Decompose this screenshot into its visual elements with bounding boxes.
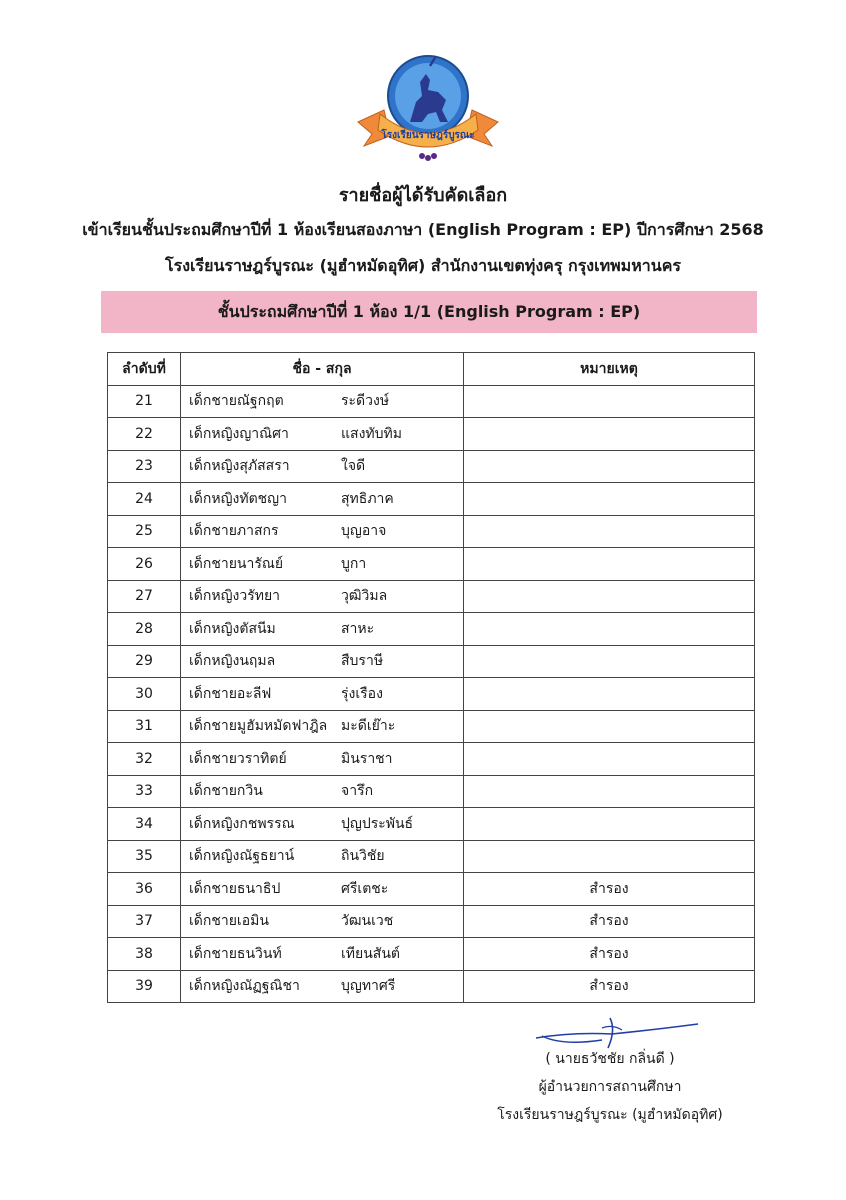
table-body [108, 385, 755, 1003]
row-remark [464, 645, 755, 678]
row-no: 28 [108, 613, 181, 646]
page-subtitle: เข้าเรียนชั้นประถมศึกษาปีที่ 1 ห้องเรียนสองภาษา (English Program : EP) ปีการศึกษา 2568 [82, 220, 764, 239]
row-no: 29 [108, 645, 181, 678]
first-name: เด็กหญิงญาณิศา [189, 425, 289, 442]
table-row [108, 515, 755, 548]
signature-icon [532, 1014, 702, 1050]
table-row [108, 548, 755, 581]
first-name: เด็กชายอะลีฟ [189, 685, 272, 702]
table-row [108, 385, 755, 418]
row-no: 34 [108, 808, 181, 841]
row-no: 24 [108, 483, 181, 516]
table-row [108, 938, 755, 971]
last-name: จารึก [341, 783, 374, 800]
row-no: 37 [108, 905, 181, 938]
last-name: วุฒิวิมล [341, 588, 388, 605]
table-row [108, 743, 755, 776]
row-remark: สำรอง [464, 905, 755, 938]
row-name [181, 808, 464, 841]
row-no: 33 [108, 775, 181, 808]
last-name: สุทธิภาค [341, 490, 394, 507]
table-row [108, 710, 755, 743]
row-remark [464, 775, 755, 808]
class-banner: ชั้นประถมศึกษาปีที่ 1 ห้อง 1/1 (English Program : EP) [101, 291, 757, 333]
last-name: สาหะ [341, 620, 375, 637]
first-name: เด็กหญิงณัฏฐณิชา [189, 978, 300, 995]
last-name: บุญอาจ [341, 523, 387, 540]
first-name: เด็กหญิงณัฐธยาน์ [189, 848, 295, 865]
signer-name: ( นายธวัชชัย กลิ่นดี ) [545, 1051, 675, 1067]
row-remark [464, 580, 755, 613]
row-name [181, 645, 464, 678]
row-no: 32 [108, 743, 181, 776]
row-remark [464, 840, 755, 873]
last-name: ปุญประพันธ์ [341, 815, 414, 832]
table-row [108, 645, 755, 678]
row-name [181, 970, 464, 1003]
row-no: 35 [108, 840, 181, 873]
row-name [181, 548, 464, 581]
last-name: บุญทาศรี [341, 978, 396, 995]
first-name: เด็กชายวราทิตย์ [189, 750, 287, 767]
row-name [181, 678, 464, 711]
row-name [181, 613, 464, 646]
last-name: ใจดี [341, 458, 366, 475]
table-row [108, 808, 755, 841]
row-name [181, 905, 464, 938]
row-no: 30 [108, 678, 181, 711]
first-name: เด็กชายกวิน [189, 783, 263, 800]
table-row [108, 450, 755, 483]
row-remark [464, 743, 755, 776]
row-remark: สำรอง [464, 873, 755, 906]
first-name: เด็กหญิงตัสนีม [189, 620, 276, 637]
row-no: 26 [108, 548, 181, 581]
first-name: เด็กชายภาสกร [189, 523, 279, 540]
row-name [181, 483, 464, 516]
row-no: 25 [108, 515, 181, 548]
first-name: เด็กหญิงสุภัสสรา [189, 458, 290, 475]
row-remark [464, 483, 755, 516]
header-no: ลำดับที่ [108, 353, 181, 386]
table-row [108, 580, 755, 613]
first-name: เด็กชายณัฐกฤต [189, 393, 284, 410]
first-name: เด็กหญิงกชพรรณ [189, 815, 295, 832]
student-table [107, 352, 755, 1003]
row-name [181, 873, 464, 906]
row-remark [464, 678, 755, 711]
row-no: 23 [108, 450, 181, 483]
page-title: รายชื่อผู้ได้รับคัดเลือก [338, 185, 508, 206]
first-name: เด็กหญิงทัตชญา [189, 490, 287, 507]
logo-ribbon-text: โรงเรียนราษฎร์บูรณะ [381, 130, 475, 141]
signer-position: ผู้อำนวยการสถานศึกษา [538, 1079, 682, 1095]
school-line: โรงเรียนราษฎร์บูรณะ (มูฮำหมัดอุทิศ) สำนักงานเขตทุ่งครุ กรุงเทพมหานคร [165, 256, 681, 275]
row-name [181, 580, 464, 613]
row-name [181, 938, 464, 971]
table-row [108, 775, 755, 808]
first-name: เด็กหญิงวรัทยา [189, 588, 281, 605]
header-remark: หมายเหตุ [464, 353, 755, 386]
first-name: เด็กชายธนาธิป [189, 880, 281, 897]
row-remark [464, 710, 755, 743]
header-name: ชื่อ - สกุล [181, 353, 464, 386]
table-row [108, 905, 755, 938]
last-name: สืบราษี [341, 653, 384, 670]
row-no: 36 [108, 873, 181, 906]
first-name: เด็กชายเอมิน [189, 913, 269, 930]
row-no: 21 [108, 385, 181, 418]
row-remark [464, 548, 755, 581]
row-no: 27 [108, 580, 181, 613]
row-name [181, 710, 464, 743]
row-remark [464, 808, 755, 841]
row-name [181, 385, 464, 418]
last-name: ถินวิชัย [341, 848, 385, 865]
row-remark [464, 613, 755, 646]
table-row [108, 873, 755, 906]
table-row [108, 678, 755, 711]
row-name [181, 515, 464, 548]
signer-school: โรงเรียนราษฎร์บูรณะ (มูฮำหมัดอุทิศ) [497, 1107, 723, 1123]
row-name [181, 775, 464, 808]
row-remark: สำรอง [464, 970, 755, 1003]
row-name [181, 743, 464, 776]
row-no: 22 [108, 418, 181, 451]
row-remark [464, 515, 755, 548]
row-no: 39 [108, 970, 181, 1003]
first-name: เด็กชายมูฮัมหมัดฟาฎิล [189, 718, 328, 735]
row-name [181, 418, 464, 451]
row-no: 31 [108, 710, 181, 743]
last-name: บูกา [341, 555, 367, 572]
row-remark: สำรอง [464, 938, 755, 971]
last-name: รุ่งเรือง [341, 685, 383, 702]
last-name: มะดีเย๊าะ [341, 718, 396, 735]
row-name [181, 450, 464, 483]
last-name: ระดีวงษ์ [341, 393, 390, 410]
first-name: เด็กชายธนวินท์ [189, 945, 282, 962]
last-name: มินราชา [341, 750, 393, 767]
table-row [108, 970, 755, 1003]
row-remark [464, 450, 755, 483]
table-header-row [108, 353, 755, 386]
row-no: 38 [108, 938, 181, 971]
school-logo [350, 52, 506, 164]
last-name: ศรีเตชะ [341, 880, 389, 897]
table-row [108, 840, 755, 873]
first-name: เด็กชายนารัณย์ [189, 555, 284, 572]
row-name [181, 840, 464, 873]
table-row [108, 613, 755, 646]
row-remark [464, 418, 755, 451]
last-name: เทียนสันต์ [341, 945, 400, 962]
last-name: วัฒนเวช [341, 913, 394, 930]
table-row [108, 418, 755, 451]
last-name: แสงทับทิม [341, 425, 402, 442]
table-row [108, 483, 755, 516]
row-remark [464, 385, 755, 418]
first-name: เด็กหญิงนฤมล [189, 653, 276, 670]
